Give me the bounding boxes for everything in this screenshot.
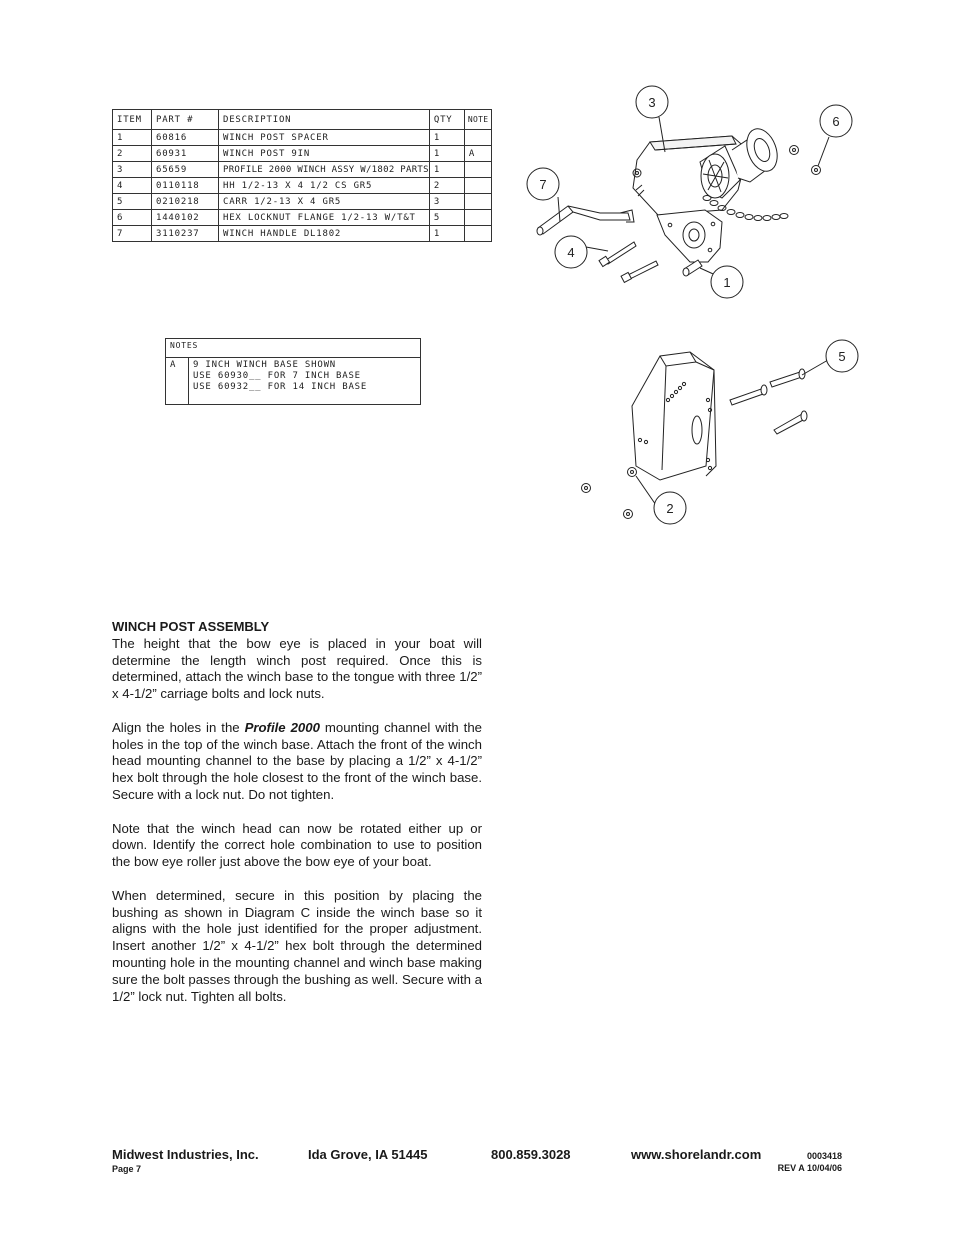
callout-item-3 [636, 86, 668, 118]
callout-item-6 [820, 105, 852, 137]
footer-phone: 800.859.3028 [491, 1147, 571, 1162]
footer-website[interactable]: www.shorelandr.com [631, 1147, 762, 1162]
callout-item-5 [826, 340, 858, 372]
carriage-bolt-drawing [730, 369, 807, 434]
svg-text:7: 7 [539, 177, 547, 192]
table-row: 2 60931 WINCH POST 9IN 1 A [113, 146, 492, 162]
paragraph-3: Note that the winch head can now be rotated either up or down. Identify the correct hole combination to use to position the bow eye roller just above the bow eye of your boat. [112, 820, 482, 870]
table-row: 5 0210218 CARR 1/2-13 X 4 GR5 3 [113, 194, 492, 210]
callout-item-2 [654, 492, 686, 524]
note-letter: A [166, 358, 189, 405]
svg-text:2: 2 [666, 501, 674, 516]
page-number: Page 7 [112, 1164, 142, 1174]
svg-text:4: 4 [567, 245, 575, 260]
paragraph-4: When determined, secure in this position by placing the bushing as shown in Diagram C inside the winch base so it aligns with the hole just identified for the proper adjustment. Insert another 1/2” x 4-1/2” hex bolt through the determined mounting hole in the mounting channel and winch base making sure the bolt passes through the bushing as well. Secure with a 1/2” lock nut. Tighten all bolts. [112, 887, 482, 1004]
paragraph-2: Align the holes in the Profile 2000 mounting channel with the holes in the top of the winch base. Attach the front of the winch head mounting channel to the base by placing a 1/2” x 4-1/2” hex bolt through the hole closest to the front of the winch base. Secure with a lock nut. Do not tighten. [112, 719, 482, 802]
footer-company: Midwest Industries, Inc. [112, 1147, 259, 1162]
doc-number: 0003418 [806, 1151, 842, 1161]
table-row: 4 0110118 HH 1/2-13 X 4 1/2 CS GR5 2 [113, 178, 492, 194]
callout-item-1 [711, 266, 743, 298]
svg-text:5: 5 [838, 349, 846, 364]
locknut-drawing [790, 146, 821, 175]
notes-header: NOTES [166, 339, 421, 358]
footer-city: Ida Grove, IA 51445 [308, 1147, 428, 1162]
section-title: WINCH POST ASSEMBLY [112, 619, 270, 634]
svg-text:6: 6 [832, 114, 840, 129]
table-row: 1 60816 WINCH POST SPACER 1 [113, 130, 492, 146]
hex-bolt-drawing [599, 242, 658, 282]
exploded-parts-diagram [500, 70, 880, 540]
svg-text:1: 1 [723, 275, 731, 290]
parts-table [112, 109, 492, 242]
paragraph-1: The height that the bow eye is placed in your boat will determine the length winch post required. Once this is determined, attach the winch base to the tongue with three 1/2” x 4-1/2” carriage bolts and lock nuts. [112, 635, 482, 702]
parts-table-header: ITEM PART # DESCRIPTION QTY NOTE [113, 110, 492, 130]
winch-head-drawing [633, 125, 788, 262]
revision: REV A 10/04/06 [777, 1163, 842, 1173]
notes-table [165, 338, 421, 405]
winch-handle-drawing [537, 206, 634, 235]
table-row: 7 3110237 WINCH HANDLE DL1802 1 [113, 226, 492, 242]
callout-item-7 [527, 168, 559, 200]
table-row: 3 65659 PROFILE 2000 WINCH ASSY W/1802 PARTS 1 [113, 162, 492, 178]
svg-text:3: 3 [648, 95, 656, 110]
callout-item-4 [555, 236, 587, 268]
nut-drawing [582, 468, 637, 519]
winch-post-assembly-section [112, 619, 482, 1022]
table-row: 6 1440102 HEX LOCKNUT FLANGE 1/2-13 W/T&T 5 [113, 210, 492, 226]
note-text: 9 INCH WINCH BASE SHOWN USE 60930__ FOR 7 INCH BASE USE 60932__ FOR 14 INCH BASE [189, 358, 421, 405]
product-name: Profile 2000 [244, 719, 320, 735]
winch-post-drawing [632, 352, 716, 480]
